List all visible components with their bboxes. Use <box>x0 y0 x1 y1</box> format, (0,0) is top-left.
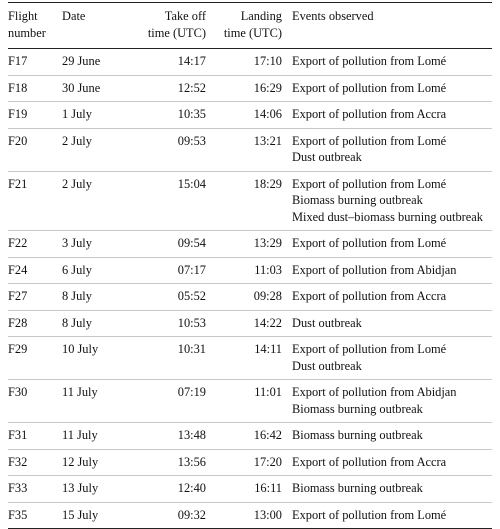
event-line: Biomass burning outbreak <box>292 428 423 442</box>
event-line: Export of pollution from Lomé <box>292 80 447 95</box>
cell-events-observed <box>292 171 492 231</box>
cell-flight-number: F28 <box>8 315 28 330</box>
table-row <box>8 171 492 231</box>
event-line: Dust outbreak <box>292 150 362 164</box>
table-row <box>8 231 492 258</box>
cell-flight-number: F27 <box>8 289 28 303</box>
cell-flight-number: F19 <box>8 107 28 121</box>
cell-events-observed <box>292 102 492 129</box>
event-line: Export of pollution from Accra <box>292 107 447 121</box>
cell-date: 11 July <box>62 428 98 442</box>
cell-takeoff-time: 07:17 <box>177 262 206 277</box>
cell-events-observed <box>292 310 492 337</box>
cell-events-observed <box>292 449 492 476</box>
event-line: Export of pollution from Lomé <box>292 54 447 68</box>
cell-flight-number: F18 <box>8 80 28 95</box>
event-line: Export of pollution from Lomé <box>292 342 447 356</box>
cell-takeoff-time: 09:53 <box>177 133 206 148</box>
cell-landing-time: 16:42 <box>253 428 282 442</box>
cell-flight-number: F31 <box>8 428 28 442</box>
cell-takeoff-time: 14:17 <box>177 54 206 68</box>
cell-date: 15 July <box>62 507 99 522</box>
event-line: Export of pollution from Accra <box>292 289 447 303</box>
header-date: Date <box>62 9 86 23</box>
header-landing-line-2: time (UTC) <box>223 26 282 40</box>
table-row <box>8 257 492 284</box>
cell-events-observed <box>292 476 492 503</box>
flights-table <box>8 2 492 529</box>
cell-landing-time: 17:10 <box>253 54 282 68</box>
event-line: Dust outbreak <box>292 358 362 373</box>
cell-flight-number: F30 <box>8 385 28 399</box>
header-landing-time <box>216 3 292 49</box>
cell-takeoff-time: 10:53 <box>177 315 206 330</box>
event-line: Dust outbreak <box>292 315 362 330</box>
cell-flight-number: F32 <box>8 454 28 469</box>
cell-flight-number: F22 <box>8 236 28 250</box>
table-row <box>8 502 492 529</box>
cell-events-observed <box>292 502 492 529</box>
cell-takeoff-time: 10:35 <box>177 107 206 121</box>
table-row <box>8 49 492 76</box>
header-takeoff-time <box>132 3 216 49</box>
cell-landing-time: 09:28 <box>253 289 282 303</box>
cell-landing-time: 14:06 <box>253 107 282 121</box>
cell-date: 11 July <box>62 385 98 399</box>
header-flight-line-2: number <box>8 26 46 40</box>
cell-landing-time: 17:20 <box>253 454 282 469</box>
table-row <box>8 337 492 380</box>
event-line: Export of pollution from Lomé <box>292 133 447 148</box>
cell-landing-time: 18:29 <box>253 176 282 191</box>
cell-date: 13 July <box>62 481 99 495</box>
event-line: Export of pollution from Lomé <box>292 507 447 522</box>
table-row <box>8 284 492 311</box>
cell-date: 10 July <box>62 342 99 356</box>
event-line: Mixed dust–biomass burning outbreak <box>292 209 484 224</box>
cell-takeoff-time: 07:19 <box>177 385 206 399</box>
event-line: Biomass burning outbreak <box>292 193 423 207</box>
table-header <box>8 3 492 49</box>
cell-events-observed <box>292 128 492 171</box>
cell-takeoff-time: 15:04 <box>177 176 206 191</box>
cell-takeoff-time: 13:48 <box>177 428 206 442</box>
cell-events-observed <box>292 231 492 258</box>
cell-flight-number: F17 <box>8 54 28 68</box>
cell-landing-time: 13:00 <box>253 507 282 522</box>
table-row <box>8 310 492 337</box>
event-line: Export of pollution from Accra <box>292 454 447 469</box>
cell-takeoff-time: 13:56 <box>177 454 206 469</box>
cell-takeoff-time: 09:54 <box>177 236 206 250</box>
table-row <box>8 476 492 503</box>
cell-date: 2 July <box>62 133 92 148</box>
cell-flight-number: F35 <box>8 507 28 522</box>
header-takeoff-line-2: time (UTC) <box>147 26 206 40</box>
cell-flight-number: F33 <box>8 481 28 495</box>
cell-events-observed <box>292 380 492 423</box>
cell-events-observed <box>292 423 492 450</box>
cell-date: 8 July <box>62 315 92 330</box>
header-flight-number <box>8 3 62 49</box>
cell-events-observed <box>292 284 492 311</box>
event-line: Biomass burning outbreak <box>292 401 423 416</box>
cell-date: 1 July <box>62 107 92 121</box>
cell-events-observed <box>292 257 492 284</box>
header-events-observed: Events observed <box>292 9 374 23</box>
cell-landing-time: 14:22 <box>253 315 282 330</box>
cell-landing-time: 14:11 <box>254 342 282 356</box>
cell-landing-time: 11:03 <box>254 262 282 277</box>
cell-takeoff-time: 12:40 <box>177 481 206 495</box>
header-takeoff-line-1: Take off <box>164 9 206 23</box>
cell-date: 12 July <box>62 454 99 469</box>
cell-flight-number: F29 <box>8 342 28 356</box>
event-line: Biomass burning outbreak <box>292 481 423 495</box>
header-row <box>8 3 492 49</box>
table-row <box>8 380 492 423</box>
header-flight-line-1: Flight <box>8 9 38 23</box>
cell-landing-time: 13:29 <box>253 236 282 250</box>
table-row <box>8 75 492 102</box>
cell-landing-time: 11:01 <box>254 385 282 399</box>
cell-events-observed <box>292 337 492 380</box>
table-row <box>8 128 492 171</box>
cell-flight-number: F20 <box>8 133 28 148</box>
cell-events-observed <box>292 75 492 102</box>
cell-date: 30 June <box>62 80 101 95</box>
flights-table-container <box>8 2 492 529</box>
cell-landing-time: 13:21 <box>253 133 282 148</box>
cell-date: 6 July <box>62 262 92 277</box>
table-row <box>8 449 492 476</box>
cell-date: 8 July <box>62 289 92 303</box>
cell-takeoff-time: 09:32 <box>177 507 206 522</box>
cell-takeoff-time: 10:31 <box>177 342 206 356</box>
header-landing-line-1: Landing <box>240 9 282 23</box>
cell-date: 3 July <box>62 236 92 250</box>
cell-date: 29 June <box>62 54 101 68</box>
cell-landing-time: 16:11 <box>254 481 282 495</box>
table-row <box>8 423 492 450</box>
cell-flight-number: F21 <box>8 176 28 191</box>
event-line: Export of pollution from Lomé <box>292 176 447 191</box>
event-line: Export of pollution from Lomé <box>292 236 447 250</box>
event-line: Export of pollution from Abidjan <box>292 262 457 277</box>
cell-landing-time: 16:29 <box>253 80 282 95</box>
event-line: Export of pollution from Abidjan <box>292 385 457 399</box>
table-row <box>8 102 492 129</box>
cell-takeoff-time: 05:52 <box>177 289 206 303</box>
cell-date: 2 July <box>62 176 92 191</box>
cell-takeoff-time: 12:52 <box>177 80 206 95</box>
cell-events-observed <box>292 49 492 76</box>
table-body <box>8 49 492 529</box>
cell-flight-number: F24 <box>8 262 28 277</box>
